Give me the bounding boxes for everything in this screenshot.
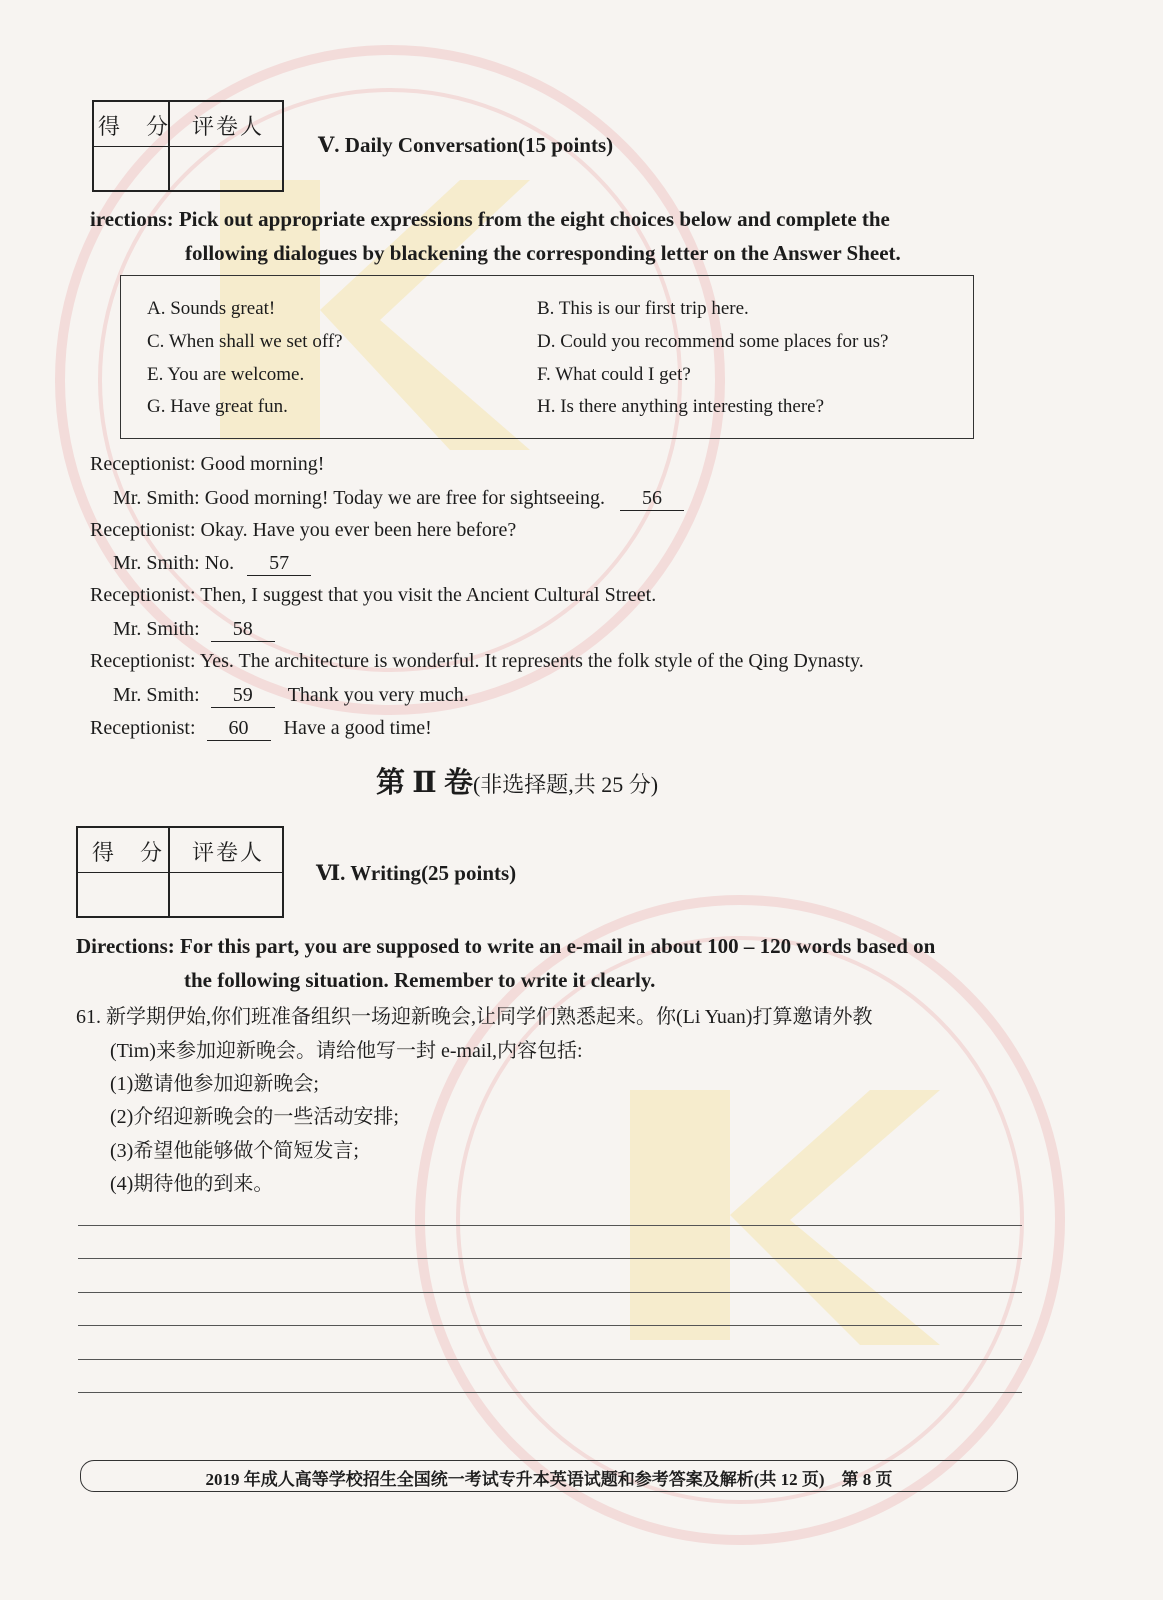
answer-blank-58[interactable]: 58 [211, 617, 275, 642]
utterance: No. [204, 552, 235, 574]
part2-title [376, 760, 658, 801]
part2-subtitle: (非选择题,共 25 分) [472, 772, 659, 797]
choice-f: F. What could I get? [537, 364, 691, 385]
utterance: Good morning! Today we are free for sightseeing. [204, 487, 606, 509]
choices-box [120, 275, 974, 439]
speaker: Receptionist: [90, 584, 196, 606]
task-point-4: (4)期待他的到来。 [110, 1173, 274, 1195]
choice-g: G. Have great fun. [147, 396, 288, 417]
task-point-3: (3)希望他能够做个简短发言; [110, 1140, 359, 1162]
dialogue-line [90, 650, 864, 673]
writing-line[interactable] [78, 1292, 1022, 1293]
speaker: Mr. Smith: [113, 552, 200, 574]
dialogue-line [90, 453, 324, 476]
dialogue-line [113, 683, 469, 708]
score-table-section5 [92, 100, 284, 192]
utterance: Yes. The architecture is wonderful. It represents the folk style of the Qing Dynasty. [199, 650, 864, 672]
speaker: Receptionist: [90, 453, 196, 475]
section6-directions-line1: For this part, you are supposed to write an e-mail in about 100 – 120 words based on [180, 934, 936, 958]
answer-blank-60[interactable]: 60 [207, 716, 271, 741]
dialogue-line [113, 486, 684, 511]
choice-e: E. You are welcome. [147, 364, 305, 385]
utterance: Then, I suggest that you visit the Ancient Cultural Street. [200, 584, 657, 606]
writing-line[interactable] [78, 1325, 1022, 1326]
section5-points: (15 points) [518, 133, 614, 157]
grader-label: 评卷人 [192, 114, 265, 139]
task-text-line1: 新学期伊始,你们班准备组织一场迎新晚会,让同学们熟悉起来。你(Li Yuan)打算邀请外教 [106, 1006, 873, 1028]
score-label: 得 分 [98, 114, 171, 139]
dialogue-line [113, 617, 275, 642]
page-footer [80, 1460, 1018, 1492]
utterance: Thank you very much. [287, 684, 469, 706]
speaker: Mr. Smith: [113, 487, 200, 509]
dialogue-line [90, 519, 516, 542]
section6-title [316, 860, 516, 886]
section5-directions-label: irections: [90, 207, 174, 231]
task-prompt-line2: (Tim)来参加迎新晚会。请给他写一封 e-mail,内容包括: [110, 1040, 583, 1062]
section5-title-text: Ⅴ. Daily Conversation [318, 133, 519, 157]
task-number: 61. [76, 1006, 101, 1028]
section6-points: (25 points) [421, 861, 517, 885]
choice-d: D. Could you recommend some places for us? [537, 331, 889, 352]
answer-blank-57[interactable]: 57 [247, 551, 311, 576]
section6-directions [76, 929, 1036, 997]
speaker: Receptionist: [90, 519, 196, 541]
writing-line[interactable] [78, 1258, 1022, 1259]
section6-directions-label: Directions: [76, 934, 175, 958]
part2-title-text: 第 Ⅱ 卷 [376, 767, 473, 799]
section5-directions-line1: Pick out appropriate expressions from the eight choices below and complete the [178, 207, 890, 231]
footer-text: 2019 年成人高等学校招生全国统一考试专升本英语试题和参考答案及解析(共 12 页) 第 8 页 [205, 1470, 893, 1489]
section6-directions-line2: the following situation. Remember to write it clearly. [184, 968, 656, 992]
grader-label: 评卷人 [192, 840, 265, 865]
score-table-section6 [76, 826, 284, 918]
dialogue-line [90, 716, 432, 741]
speaker: Mr. Smith: [113, 618, 200, 640]
writing-line[interactable] [78, 1225, 1022, 1226]
choice-a: A. Sounds great! [147, 298, 276, 319]
choice-b: B. This is our first trip here. [537, 298, 749, 319]
writing-line[interactable] [78, 1359, 1022, 1360]
watermark-k-logo-bottom [610, 1070, 950, 1350]
section5-directions-line2: following dialogues by blackening the corresponding letter on the Answer Sheet. [185, 241, 901, 265]
choice-h: H. Is there anything interesting there? [537, 396, 825, 417]
speaker: Mr. Smith: [113, 684, 200, 706]
writing-line[interactable] [78, 1392, 1022, 1393]
answer-blank-56[interactable]: 56 [620, 486, 684, 511]
answer-blank-59[interactable]: 59 [211, 683, 275, 708]
score-table-divider [168, 828, 170, 916]
dialogue-line [113, 551, 311, 576]
section5-directions [90, 202, 1030, 270]
utterance: Good morning! [200, 453, 325, 475]
utterance: Have a good time! [283, 717, 432, 739]
task-point-1: (1)邀请他参加迎新晚会; [110, 1073, 319, 1095]
section6-title-text: Ⅵ. Writing [316, 861, 422, 885]
dialogue-line [90, 584, 656, 607]
score-label: 得 分 [92, 840, 165, 865]
task-point-2: (2)介绍迎新晚会的一些活动安排; [110, 1106, 399, 1128]
choice-c: C. When shall we set off? [147, 331, 343, 352]
speaker: Receptionist: [90, 717, 196, 739]
speaker: Receptionist: [90, 650, 196, 672]
utterance: Okay. Have you ever been here before? [200, 519, 517, 541]
section5-title [318, 132, 613, 158]
task-prompt-line1 [76, 1000, 872, 1029]
